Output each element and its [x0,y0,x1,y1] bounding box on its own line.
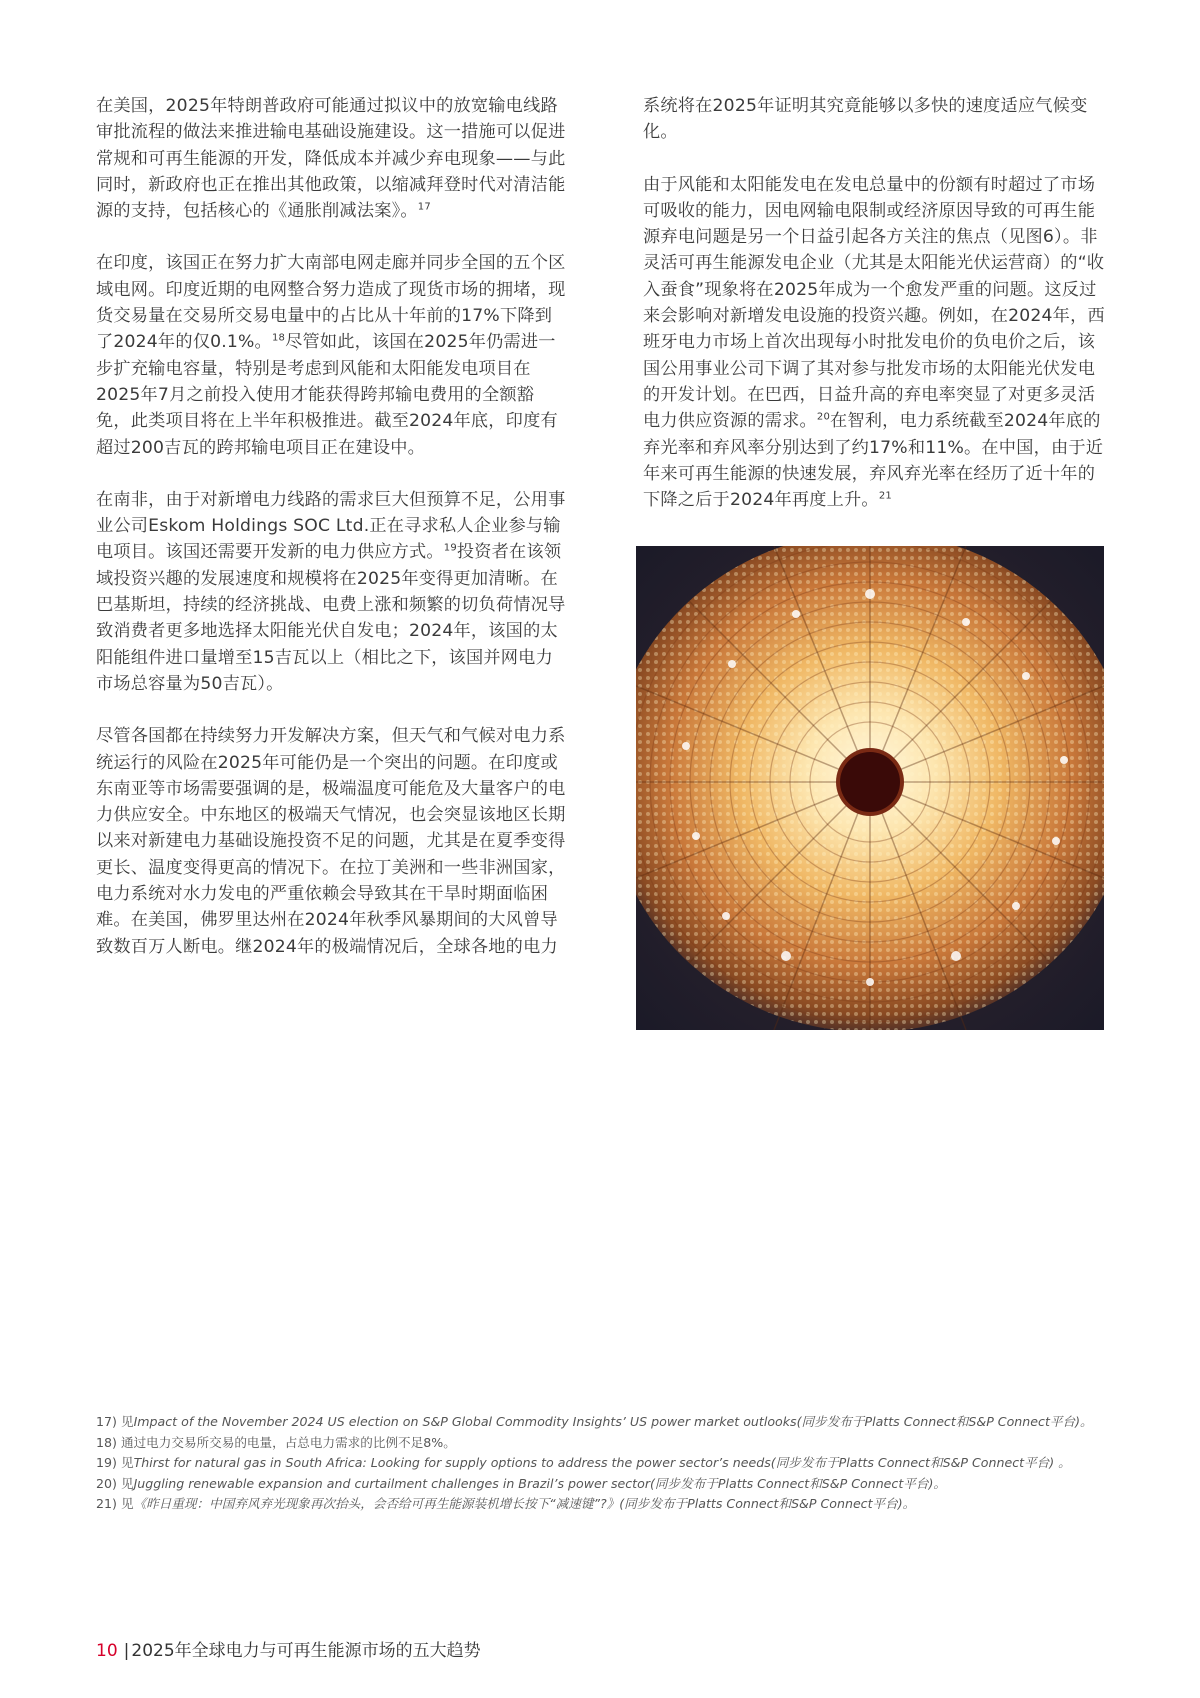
paragraph-text: 在印度，该国正在努力扩大南部电网走廊并同步全国的五个区域电网。印度近期的电网整合努力造成了现货市场的拥堵，现货交易量在交易所交易电量中的占比从十年前的17%下降到了2024年的仅0.1%。 [96,253,566,353]
paragraph-india [96,250,566,460]
paragraph-text: 在南非，由于对新增电力线路的需求巨大但预算不足，公用事业公司Eskom Holdings SOC Ltd.正在寻求私人企业参与输电项目。该国还需要开发新的电力供应方式。 [96,489,566,563]
footnote-ref[interactable]: 17 [417,201,431,213]
paragraph-south-africa [96,487,566,697]
footnote-title-link[interactable]: 《昨日重现：中国弃风弃光现象再次抬头，会否给可再生能源装机增长按下“减速键”?》 [133,1496,620,1511]
footnote-prefix: 见 [120,1414,134,1429]
paragraph-weather-risk [96,723,566,960]
paragraph-text: 由于风能和太阳能发电在发电总量中的份额有时超过了市场可吸收的能力，因电网输电限制或经济原因导致的可再生能源弃电问题是另一个日益引起各方关注的焦点（见图6）。非灵活可再生能源发电企业（尤其是太阳能光伏运营商）的“收入蚕食”现象将在2025年成为一个愈发严重的问题。这反过来会影响对新增发电设施的投资兴趣。例如，在2024年，西班牙电力市场上首次出现每小时批发电价的负电价之后，该国公用事业公司下调了其对参与批发市场的太阳能光伏发电的开发计划。在巴西，日益升高的弃电率突显了对更多灵活电力供应资源的需求。 [643,174,1105,432]
paragraph-text: 尽管各国都在持续努力开发解决方案，但天气和气候对电力系统运行的风险在2025年可能仍是一个突出的问题。在印度或东南亚等市场需要强调的是，极端温度可能危及大量客户的电力供应安全。中东地区的极端天气情况，也会突显该地区长期以来对新建电力基础设施投资不足的问题，尤其是在夏季变得更长、温度变得更高的情况下。在拉丁美洲和一些非洲国家，电力系统对水力发电的严重依赖会导致其在干旱时期面临困难。在美国，佛罗里达州在2024年秋季风暴期间的大风曾导致数百万人断电。继2024年的极端情况后，全球各地的电力 [96,726,566,957]
footnote-prefix: 见 [120,1475,134,1491]
footnote-number: 21) [96,1496,117,1511]
paragraph-text: 在智利，电力系统截至2024年底的弃光率和弃风率分别达到了约17%和11%。在中国，由于近年来可再生能源的快速发展，弃风弃光率在经历了近十年的下降之后于2024年再度上升。 [643,411,1104,511]
footnote-suffix: (同步发布于Platts Connect和S&P Connect平台)。 [796,1414,1093,1429]
left-column [96,93,566,986]
document-title: 2025年全球电力与可再生能源市场的五大趋势 [131,1641,481,1661]
footnote-suffix: (同步发布于Platts Connect和S&P Connect平台) 。 [770,1455,1071,1470]
footnote-title-link[interactable]: Impact of the November 2024 US election on S&P Global Commodity Insights’ US power market outlooks [133,1414,797,1429]
footnote-title-link[interactable]: Thirst for natural gas in South Africa: Looking for supply options to address the power sector’s needs [133,1455,771,1470]
paragraph-text: 在美国，2025年特朗普政府可能通过拟议中的放宽输电线路审批流程的做法来推进输电基础设施建设。这一措施可以促进常规和可再生能源的开发，降低成本并减少弃电现象——与此同时，新政府也正在推出其他政策，以缩减拜登时代对清洁能源的支持，包括核心的《通胀削减法案》。 [96,96,566,222]
footnote-number: 19) [96,1455,117,1470]
paragraph-text: 系统将在2025年证明其究竟能够以多快的速度适应气候变化。 [643,96,1088,143]
footnotes [96,1414,1096,1517]
footnote-20 [96,1476,1096,1492]
right-column [643,93,1105,539]
page-footer [96,1640,481,1662]
chandelier-image [636,546,1104,1030]
footnote-prefix: 见 [120,1496,134,1511]
footnote-17 [96,1414,1096,1430]
footnote-text: 通过电力交易所交易的电量，占总电力需求的比例不足8%。 [120,1434,456,1450]
footnote-21 [96,1496,1096,1512]
footnote-ref[interactable]: 21 [878,490,892,502]
footnote-ref[interactable]: 20 [816,411,831,423]
footnote-ref[interactable]: 19 [443,542,457,554]
paragraph-text: 尽管如此，该国在2025年仍需进一步扩充输电容量，特别是考虑到风能和太阳能发电项目在2025年7月之前投入使用才能获得跨邦输电费用的全额豁免，此类项目将在上半年积极推进。截至2024年底，印度有超过200吉瓦的跨邦输电项目正在建设中。 [96,332,558,458]
page-number: 10 [96,1641,118,1661]
footnote-number: 20) [96,1475,117,1491]
paragraph-climate-adapt [643,93,1105,146]
footnote-suffix: (同步发布于Platts Connect和S&P Connect平台)。 [619,1496,916,1511]
footnote-18 [96,1435,1096,1451]
footnote-prefix: 见 [120,1455,134,1470]
footer-separator: | [123,1641,130,1661]
paragraph-us [96,93,566,224]
footnote-19 [96,1455,1096,1471]
footnote-title-link[interactable]: Juggling renewable expansion and curtailment challenges in Brazil’s power sector [133,1475,650,1491]
paragraph-text: 投资者在该领域投资兴趣的发展速度和规模将在2025年变得更加清晰。在巴基斯坦，持续的经济挑战、电费上涨和频繁的切负荷情况导致消费者更多地选择太阳能光伏自发电；2024年，该国的太阳能组件进口量增至15吉瓦以上（相比之下，该国并网电力市场总容量为50吉瓦）。 [96,542,566,694]
footnote-ref[interactable]: 18 [271,332,286,344]
footnote-number: 18) [96,1434,117,1450]
footnote-suffix: (同步发布于Platts Connect和S&P Connect平台)。 [650,1475,946,1491]
paragraph-curtailment [643,172,1105,514]
chandelier-photo [636,546,1104,1030]
footnote-number: 17) [96,1414,117,1429]
